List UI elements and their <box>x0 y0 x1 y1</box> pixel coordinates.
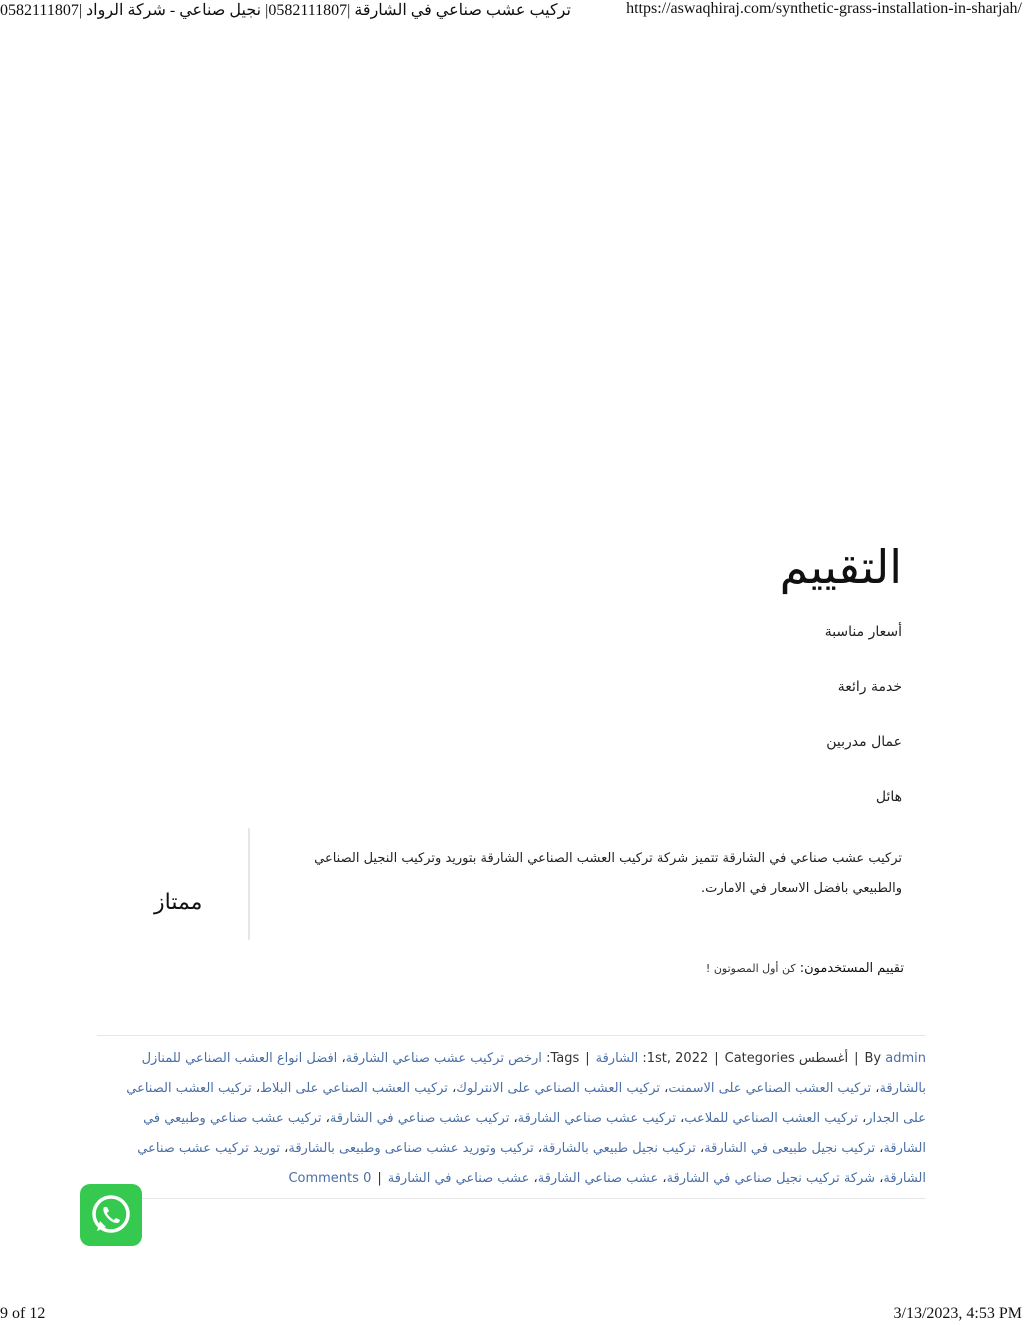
review-criterion: خدمة رائعة <box>837 679 902 695</box>
by-label: By <box>864 1051 882 1066</box>
whatsapp-icon <box>86 1190 136 1240</box>
tag-link[interactable]: تركيب وتوريد عشب صناعى وطبيعى بالشارقة <box>288 1141 534 1156</box>
post-meta <box>97 1035 926 1199</box>
tag-link[interactable]: تركيب العشب الصناعي على الانترلوك <box>456 1081 661 1096</box>
tag-link[interactable]: تركيب العشب الصناعي على البلاط <box>260 1081 448 1096</box>
tag-link[interactable]: تركيب العشب الصناعي للملاعب <box>684 1111 858 1126</box>
tag-link[interactable]: افضل انواع العشب الصناعي للمنازل بالشارقة <box>141 1051 926 1096</box>
author-link[interactable]: admin <box>885 1051 926 1066</box>
post-meta-text: By admin|أغسطس 1st, 2022|Categories: الشارقة|Tags: ارخص تركيب عشب صناعي الشارقة، افضل انواع العشب الصناعي للمنازل بالشارقة، تركيب العشب الصناعي على الاسمنت، تركيب العشب الصناعي على الانترلوك، تركيب العشب الصناعي على البلاط، تركيب العشب الصناعي على الجدار، تركيب العشب الصناعي للملاعب، تركيب عشب صناعي الشارقة، تركيب عشب صناعي في الشارقة، تركيب عشب صناعي وطبيعي في الشارقة، تركيب نجيل طبيعى في الشارقة، تركيب نجيل طبيعي بالشارقة، تركيب وتوريد عشب صناعى وطبيعى بالشارقة، توريد تركيب عشب صناعي الشارقة، شركة تركيب نجيل صناعي في الشارقة، عشب صناعي الشارقة، عشب صناعي في الشارقة|0 Comments <box>126 1051 926 1186</box>
review-title: التقييم <box>779 540 902 594</box>
tag-link[interactable]: عشب صناعي الشارقة <box>537 1171 659 1186</box>
tag-link[interactable]: تركيب عشب صناعي الشارقة <box>517 1111 676 1126</box>
review-criteria-list <box>502 624 902 844</box>
tag-link[interactable]: شركة تركيب نجيل صناعي في الشارقة <box>666 1171 876 1186</box>
print-header-url: https://aswaqhiraj.com/synthetic-grass-installation-in-sharjah/ <box>626 0 1022 17</box>
comments-link[interactable]: 0 Comments <box>288 1171 372 1186</box>
tags-list: ارخص تركيب عشب صناعي الشارقة، افضل انواع العشب الصناعي للمنازل بالشارقة، تركيب العشب الصناعي على الاسمنت، تركيب العشب الصناعي على الانترلوك، تركيب العشب الصناعي على البلاط، تركيب العشب الصناعي على الجدار، تركيب العشب الصناعي للملاعب، تركيب عشب صناعي الشارقة، تركيب عشب صناعي في الشارقة، تركيب عشب صناعي وطبيعي في الشارقة، تركيب نجيل طبيعى في الشارقة، تركيب نجيل طبيعي بالشارقة، تركيب وتوريد عشب صناعى وطبيعى بالشارقة، توريد تركيب عشب صناعي الشارقة، شركة تركيب نجيل صناعي في الشارقة، عشب صناعي الشارقة، عشب صناعي في الشارقة <box>126 1051 926 1186</box>
user-rating <box>706 961 904 976</box>
tag-link[interactable]: تركيب نجيل طبيعي بالشارقة <box>542 1141 696 1156</box>
tag-link[interactable]: تركيب عشب صناعي وطبيعي في الشارقة <box>143 1111 926 1156</box>
print-footer-page: 9 of 12 <box>0 1305 46 1322</box>
review-criterion: أسعار مناسبة <box>824 624 902 640</box>
post-date: أغسطس 1st, 2022 <box>646 1051 849 1066</box>
review-summary-box <box>248 828 902 940</box>
whatsapp-button[interactable] <box>80 1184 142 1246</box>
tags-label: Tags: <box>546 1051 580 1066</box>
review-summary-text: تركيب عشب صناعي في الشارقة تتميز شركة تركيب العشب الصناعي الشارقة بتوريد وتركيب النجيل الصناعي والطبيعي بافضل الاسعار في الامارت. <box>314 851 902 896</box>
user-rating-label: تقييم المستخدمون: <box>799 961 904 976</box>
print-footer-date: 3/13/2023, 4:53 PM <box>893 1305 1022 1322</box>
tag-link[interactable]: توريد تركيب عشب صناعي الشارقة <box>137 1141 926 1186</box>
categories-label: Categories: <box>642 1051 795 1066</box>
tag-link[interactable]: عشب صناعي في الشارقة <box>387 1171 530 1186</box>
tag-link[interactable]: تركيب عشب صناعي في الشارقة <box>329 1111 510 1126</box>
tag-link[interactable]: تركيب العشب الصناعي على الجدار <box>126 1081 926 1126</box>
review-score-label: ممتاز <box>154 890 203 915</box>
tag-link[interactable]: تركيب العشب الصناعي على الاسمنت <box>668 1081 872 1096</box>
review-criterion: عمال مدربين <box>826 734 902 750</box>
user-rating-value: كن أول المصوتون ! <box>705 962 796 975</box>
category-link[interactable]: الشارقة <box>595 1051 639 1066</box>
review-criterion: هائل <box>875 789 902 805</box>
tag-link[interactable]: ارخص تركيب عشب صناعي الشارقة <box>345 1051 542 1066</box>
print-header-title: تركيب عشب صناعي في الشارقة |0582111807| نجيل صناعي - شركة الرواد |0582111807 <box>0 2 571 19</box>
tag-link[interactable]: تركيب نجيل طبيعى في الشارقة <box>704 1141 876 1156</box>
